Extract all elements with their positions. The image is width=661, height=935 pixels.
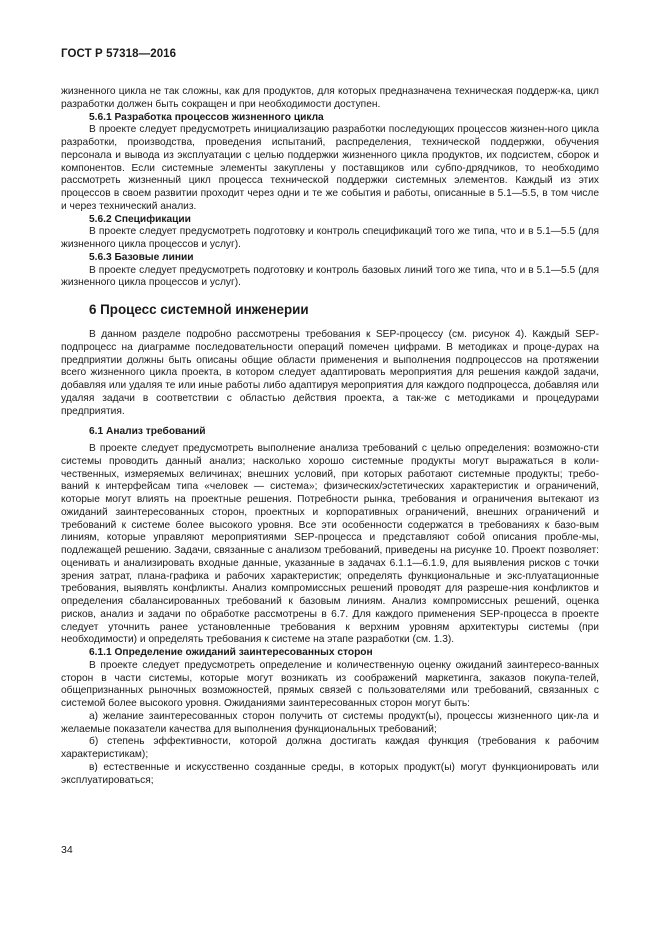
list-item-c: в) естественные и искусственно созданные среды, в которых продукт(ы) могут функционировать или эксплуатироваться; [61, 761, 599, 786]
paragraph-6-1-1: В проекте следует предусмотреть определение и количественную оценку ожиданий заинтересо-ванных сторон в части системы, которые могут возникать из соображений маркетинга, заказов покупа-телей, общепризнанных рыночных возможностей, прямых связей с пользователями или требований, связанных с системой более высокого уровня. Ожиданиями заинтересованных сторон могут быть: [61, 659, 599, 709]
section-6-title: 6 Процесс системной инженерии [89, 302, 309, 317]
heading-5-6-3: 5.6.3 Базовые линии [89, 251, 194, 263]
paragraph-5-6-3: В проекте следует предусмотреть подготовку и контроль базовых линий того же типа, что и в 5.1—5.5 (для жизненного цикла процессов и услуг). [61, 264, 599, 289]
heading-6-1: 6.1 Анализ требований [89, 426, 206, 438]
paragraph-6: В данном разделе подробно рассмотрены требования к SEP-процессу (см. рисунок 4). Каждый SEP-подпроцесс на диаграмме последовательности операций помечен цифрами. В методиках и проце-дурах на предприятии должны быть описаны общие области применения и выполнения подпроцессов на протяжении всего жизненного цикла проекта, в котором следует адаптировать мероприятия для решения каждой задачи, добавляя или удаляя те или иные работы либо адаптируя мероприятия для каждого подпроцесса, добавляя или удаляя задачи в соответствии с областью действия проекта, а так-же с методиками и процедурами предприятия. [61, 329, 599, 417]
paragraph-5-6-2: В проекте следует предусмотреть подготовку и контроль спецификаций того же типа, что и в 5.1—5.5 (для жизненного цикла процессов и услуг). [61, 226, 599, 250]
paragraph-6-1: В проекте следует предусмотреть выполнение анализа требований с целью определения: возможно-сти системы проводить данный анализ; насколько хорошо системные продукты могут выражаться в коли-чественных, измеряемых величинах; внешних условий, при которых работают системные продукты; требо-ваний к интерфейсам типа «человек — система»; физических/эстетических характеристик и ограничений, которые могут влиять на проектные решения. Потребности рынка, требования и ограничения вытекают из ожиданий заинтересованных сторон, проектных и корпоративных ограничений, внешних ограничений и требований к системе более высокого уровня. Все эти особенности содержатся в требованиях к базо-вым линиям, которые управляют мероприятиями SEP-процесса и представляют собой описания пробле-мы, подлежащей решению. Задачи, связанные с анализом требований, приведены на рисунке 10. Проект позволяет: оценивать и анализировать входные данные, указанные в задачах 6.1.1—6.1.9, для выявления рисков с точки зрения затрат, плана-графика и рабочих характеристик; определять функциональные и экс-плуатационные требования, выявлять конфликты. Анализ компромиссных решений проводят для разреше-ния конфликтов и определения сбалансированных требований к базовым линиям. Анализ компромиссных решений, оценка рисков, анализ и задачи по обработке рассмотрены в 6.7. Для каждого применения SEP-процесса в проекте следует уточнить ранее установленные требования к верхним уровням архитектуры системы (при необходимости) и определять требования к системе на этапе разработки (см. 1.3). [61, 443, 599, 646]
list-item-a: а) желание заинтересованных сторон получить от системы продукт(ы), процессы жизненного цик-ла и желаемые показатели качества для выполнения функциональных требований; [61, 710, 599, 735]
document-header: ГОСТ Р 57318—2016 [61, 48, 177, 60]
paragraph-5-6-1: В проекте следует предусмотреть инициализацию разработки последующих процессов жизнен-ного цикла разработки, производства, проведения испытаний, распределения, технической поддержки, обучения персонала и вывода из эксплуатации с целью поддержки жизненного цикла продуктов, их подсистем, сборок и компонентов. Если системные элементы закуплены у поставщиков или субпо-дрядчиков, то необходимо рассмотреть жизненный цикл процесса технической поддержки системных элементов. Каждый из этих процессов в своем развитии проходит через одни и те же события и работы, описанные в 5.1—5.5, в том числе и через технический анализ. [61, 124, 599, 212]
heading-5-6-2: 5.6.2 Спецификации [89, 213, 191, 225]
page-content [61, 48, 599, 787]
list-item-b: б) степень эффективности, которой должна достигать каждая функция (требования к рабочим характеристикам); [61, 736, 599, 760]
page-number: 34 [61, 844, 73, 856]
paragraph-intro: жизненного цикла не так сложны, как для продуктов, для которых предназначена техническая поддерж-ка, цикл разработки должен быть сокращен и при необходимости доступен. [61, 86, 599, 110]
heading-6-1-1: 6.1.1 Определение ожиданий заинтересованных сторон [89, 647, 373, 658]
heading-5-6-1: 5.6.1 Разработка процессов жизненного цикла [89, 111, 324, 123]
